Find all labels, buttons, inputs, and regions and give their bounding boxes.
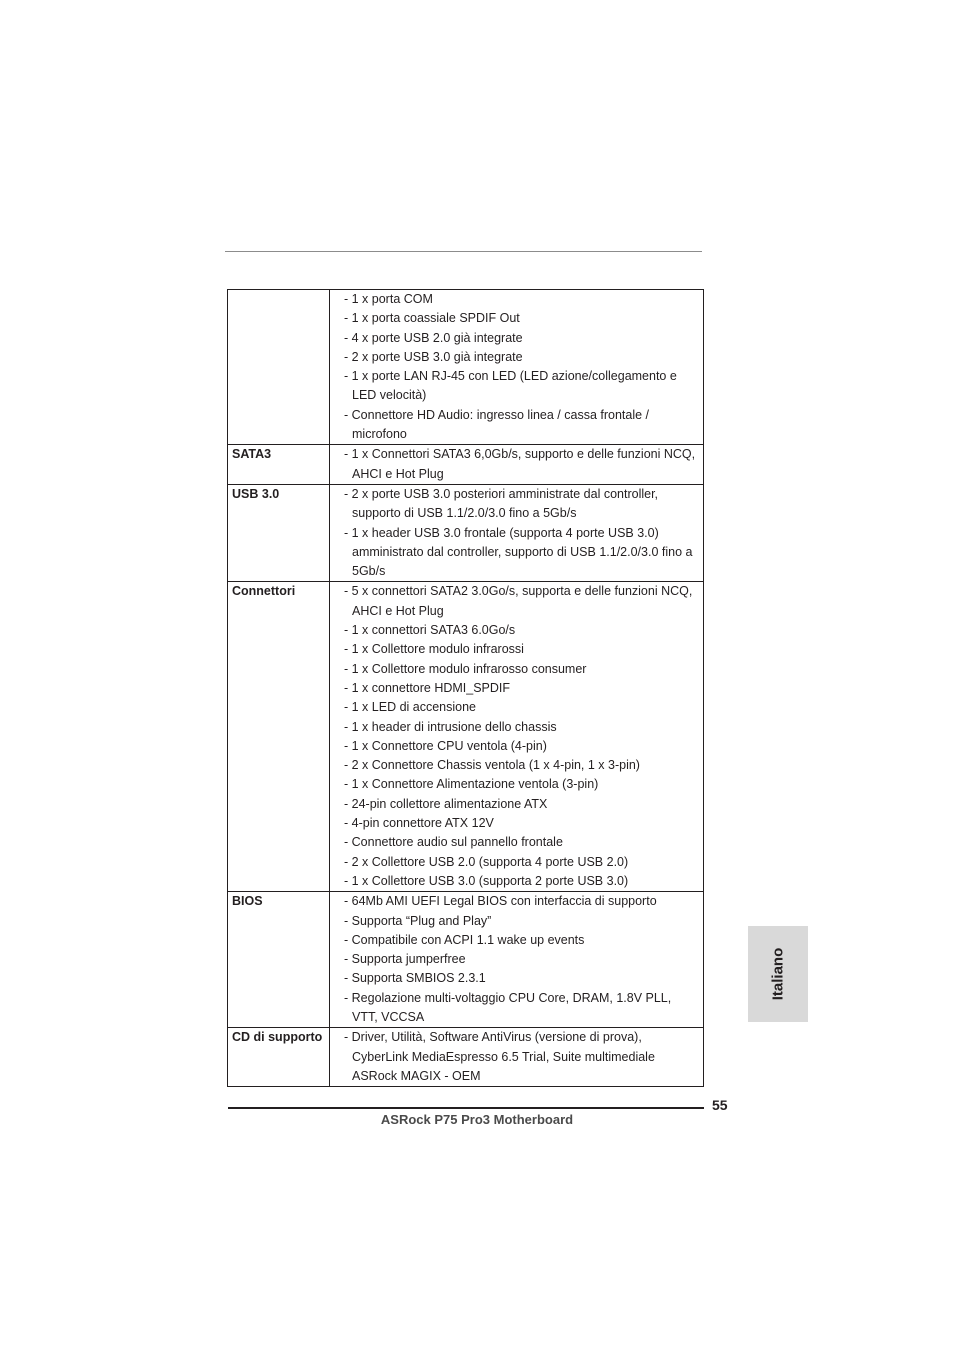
- spec-line: AHCI e Hot Plug: [352, 466, 444, 481]
- spec-line: - 1 x Connettore Alimentazione ventola (3-pin): [344, 777, 599, 792]
- spec-line: - 1 x header di intrusione dello chassis: [344, 719, 557, 734]
- spec-line: - 4 x porte USB 2.0 già integrate: [344, 330, 523, 345]
- spec-row: [228, 582, 704, 892]
- spec-row: [228, 290, 704, 445]
- spec-line: - 2 x porte USB 3.0 già integrate: [344, 349, 523, 364]
- spec-line: ASRock MAGIX - OEM: [352, 1068, 481, 1083]
- spec-line: supporto di USB 1.1/2.0/3.0 fino a 5Gb/s: [352, 506, 577, 521]
- spec-line: - 1 x Connettori SATA3 6,0Gb/s, supporto e delle funzioni NCQ,: [344, 447, 696, 462]
- spec-line: CyberLink MediaEspresso 6.5 Trial, Suite multimediale: [352, 1049, 655, 1064]
- spec-table: [227, 289, 704, 1087]
- spec-table-body: [228, 290, 704, 1087]
- spec-row: [228, 445, 704, 485]
- spec-row: [228, 484, 704, 581]
- spec-line: - Connettore HD Audio: ingresso linea / cassa frontale /: [344, 407, 650, 422]
- spec-value: [330, 290, 704, 445]
- spec-label: CD di supporto: [228, 1028, 330, 1087]
- spec-line: - 2 x porte USB 3.0 posteriori amministrate dal controller,: [344, 486, 659, 501]
- spec-line: - 24-pin collettore alimentazione ATX: [344, 796, 548, 811]
- spec-line: - 4-pin connettore ATX 12V: [344, 816, 494, 831]
- spec-line: VTT, VCCSA: [352, 1009, 425, 1024]
- spec-line: - 1 x LED di accensione: [344, 700, 477, 715]
- spec-label: [228, 290, 330, 445]
- spec-line: - 1 x porta coassiale SPDIF Out: [344, 311, 520, 326]
- spec-line: - Connettore audio sul pannello frontale: [344, 835, 563, 850]
- spec-value: [330, 892, 704, 1028]
- spec-line: AHCI e Hot Plug: [352, 603, 444, 618]
- spec-line: - 1 x Connettore CPU ventola (4-pin): [344, 738, 547, 753]
- spec-line: - 1 x porte LAN RJ-45 con LED (LED azione/collegamento e: [344, 369, 677, 384]
- spec-label: Connettori: [228, 582, 330, 892]
- page-number: 55: [712, 1097, 728, 1113]
- spec-line: - 2 x Connettore Chassis ventola (1 x 4-pin, 1 x 3-pin): [344, 758, 640, 773]
- header-rule: [225, 251, 702, 252]
- language-tab-label: Italiano: [769, 947, 787, 1001]
- spec-value: [330, 1028, 704, 1087]
- spec-line: - 1 x porta COM: [344, 292, 433, 306]
- spec-line: - 2 x Collettore USB 2.0 (supporta 4 porte USB 2.0): [344, 854, 629, 869]
- footer-rule: [228, 1107, 704, 1109]
- spec-line: - 1 x header USB 3.0 frontale (supporta 4 porte USB 3.0): [344, 525, 659, 540]
- language-tab: [748, 926, 808, 1022]
- spec-line: - 64Mb AMI UEFI Legal BIOS con interfaccia di supporto: [344, 894, 657, 909]
- spec-line: LED velocità): [352, 388, 427, 403]
- spec-line: - Regolazione multi-voltaggio CPU Core, DRAM, 1.8V PLL,: [344, 990, 672, 1005]
- footer-product-name: ASRock P75 Pro3 Motherboard: [380, 1112, 574, 1127]
- spec-label: SATA3: [228, 445, 330, 485]
- spec-line: - 1 x Collettore modulo infrarosso consumer: [344, 661, 587, 676]
- spec-line: - Driver, Utilità, Software AntiVirus (versione di prova),: [344, 1030, 642, 1045]
- spec-label: USB 3.0: [228, 484, 330, 581]
- spec-line: 5Gb/s: [352, 564, 386, 579]
- spec-row: [228, 1028, 704, 1087]
- spec-line: - 5 x connettori SATA2 3.0Go/s, supporta e delle funzioni NCQ,: [344, 584, 693, 599]
- spec-line: microfono: [352, 427, 407, 442]
- spec-line: - Supporta “Plug and Play”: [344, 913, 492, 928]
- spec-line: - 1 x Collettore USB 3.0 (supporta 2 porte USB 3.0): [344, 873, 629, 888]
- spec-line: - Supporta jumperfree: [344, 952, 466, 967]
- spec-line: - 1 x Collettore modulo infrarossi: [344, 642, 524, 657]
- spec-value: [330, 582, 704, 892]
- spec-row: [228, 892, 704, 1028]
- spec-line: amministrato dal controller, supporto di USB 1.1/2.0/3.0 fino a: [352, 544, 693, 559]
- spec-line: - Supporta SMBIOS 2.3.1: [344, 971, 486, 986]
- spec-label: BIOS: [228, 892, 330, 1028]
- spec-line: - 1 x connettore HDMI_SPDIF: [344, 680, 511, 695]
- spec-line: - Compatibile con ACPI 1.1 wake up events: [344, 932, 585, 947]
- spec-line: - 1 x connettori SATA3 6.0Go/s: [344, 623, 516, 638]
- spec-value: [330, 484, 704, 581]
- spec-value: [330, 445, 704, 485]
